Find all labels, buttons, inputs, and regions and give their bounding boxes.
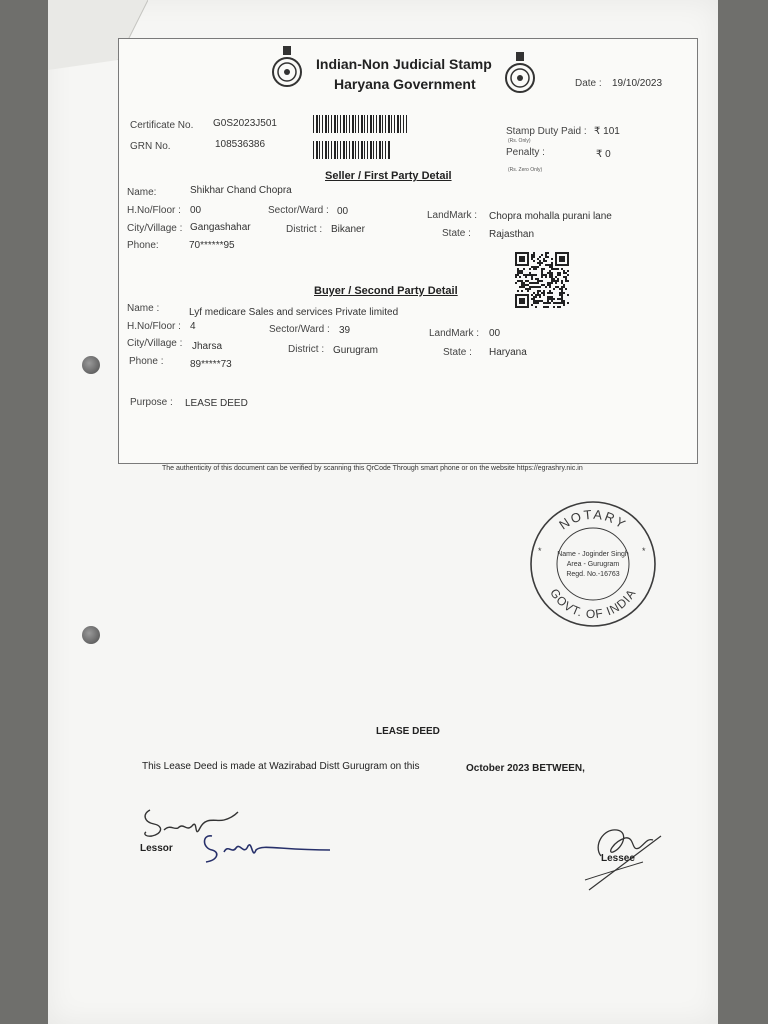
stamp-title-line1: Indian-Non Judicial Stamp (316, 56, 492, 72)
seller-name-value: Shikhar Chand Chopra (190, 185, 292, 196)
penalty-label: Penalty : (506, 147, 545, 158)
lessor-label: Lessor (140, 843, 173, 854)
buyer-hno-value: 4 (190, 321, 196, 332)
certificate-value: G0S2023J501 (213, 118, 277, 129)
buyer-state-value: Haryana (489, 347, 527, 358)
seller-district-label: District : (286, 224, 323, 235)
purpose-value: LEASE DEED (185, 398, 248, 409)
buyer-hno-label: H.No/Floor : (127, 321, 181, 332)
lessee-label: Lessee (601, 853, 635, 864)
svg-text:NOTARY (556, 507, 630, 533)
grn-barcode (313, 141, 391, 159)
seller-city-value: Gangashahar (190, 222, 251, 233)
notary-seal (530, 497, 656, 631)
seller-phone-label: Phone: (127, 240, 159, 251)
seller-sector-label: Sector/Ward : (268, 205, 329, 216)
stamp-duty-value: ₹ 101 (594, 126, 620, 137)
notary-star-right: * (642, 546, 646, 556)
buyer-phone-label: Phone : (129, 356, 164, 367)
buyer-sector-label: Sector/Ward : (269, 324, 330, 335)
deed-heading: LEASE DEED (376, 726, 440, 737)
seller-phone-value: 70******95 (189, 240, 235, 251)
penalty-value: ₹ 0 (596, 149, 611, 160)
punch-hole-bottom (82, 626, 100, 644)
notary-top-text: NOTARY (556, 506, 630, 533)
buyer-state-label: State : (443, 347, 472, 358)
lessor-signature (140, 800, 335, 870)
buyer-district-value: Gurugram (333, 345, 379, 356)
verification-qr-code (515, 252, 569, 308)
notary-bottom-text: GOVT. OF INDIA (547, 586, 639, 622)
buyer-name-value: Lyf medicare Sales and services Private limited (189, 307, 399, 318)
buyer-city-value: Jharsa (192, 341, 223, 352)
notary-regd: Regd. No.-16763 (566, 571, 620, 578)
buyer-landmark-value: 00 (489, 328, 501, 339)
seller-city-label: City/Village : (127, 223, 183, 234)
seller-hno-label: H.No/Floor : (127, 205, 181, 216)
seller-landmark-value: Chopra mohalla purani lane (489, 211, 612, 222)
stamp-duty-label: Stamp Duty Paid : (506, 126, 587, 137)
date-label: Date : (575, 78, 602, 89)
notary-area: Area - Gurugram (566, 561, 620, 568)
notary-star-left: * (538, 546, 542, 556)
haryana-emblem-left (270, 44, 304, 90)
buyer-phone-value: 89*****73 (190, 359, 232, 370)
stamp-title-line2: Haryana Government (334, 76, 476, 92)
rs-zero-only-note: (Rs. Zero Only) (508, 167, 543, 173)
verification-note: The authenticity of this document can be verified by scanning this QrCode Through smart phone or on the website https://egrashry.nic.in (162, 465, 583, 472)
seller-heading: Seller / First Party Detail (325, 170, 452, 182)
buyer-city-label: City/Village : (127, 338, 183, 349)
buyer-district-label: District : (288, 344, 325, 355)
svg-text:GOVT. OF INDIA (547, 586, 639, 621)
punch-hole-top (82, 356, 100, 374)
deed-intro-date: October 2023 BETWEEN, (466, 763, 585, 774)
seller-sector-value: 00 (337, 206, 349, 217)
certificate-label: Certificate No. (130, 120, 194, 131)
rs-only-note: (Rs. Only) (508, 138, 531, 144)
seller-state-label: State : (442, 228, 471, 239)
buyer-name-label: Name : (127, 303, 160, 314)
certificate-barcode (313, 115, 407, 133)
notary-name: Name - Joginder Singh (557, 551, 629, 558)
buyer-landmark-label: LandMark : (429, 328, 480, 339)
seller-landmark-label: LandMark : (427, 210, 478, 221)
grn-label: GRN No. (130, 141, 171, 152)
buyer-heading: Buyer / Second Party Detail (314, 285, 458, 297)
deed-intro: This Lease Deed is made at Wazirabad Distt Gurugram on this (142, 761, 420, 772)
haryana-emblem-right (503, 50, 537, 96)
buyer-sector-value: 39 (339, 325, 351, 336)
seller-hno-value: 00 (190, 205, 202, 216)
seller-district-value: Bikaner (331, 224, 365, 235)
grn-value: 108536386 (215, 139, 266, 150)
seller-name-label: Name: (127, 187, 157, 198)
purpose-label: Purpose : (130, 397, 173, 408)
date-value: 19/10/2023 (612, 78, 663, 89)
seller-state-value: Rajasthan (489, 229, 535, 240)
